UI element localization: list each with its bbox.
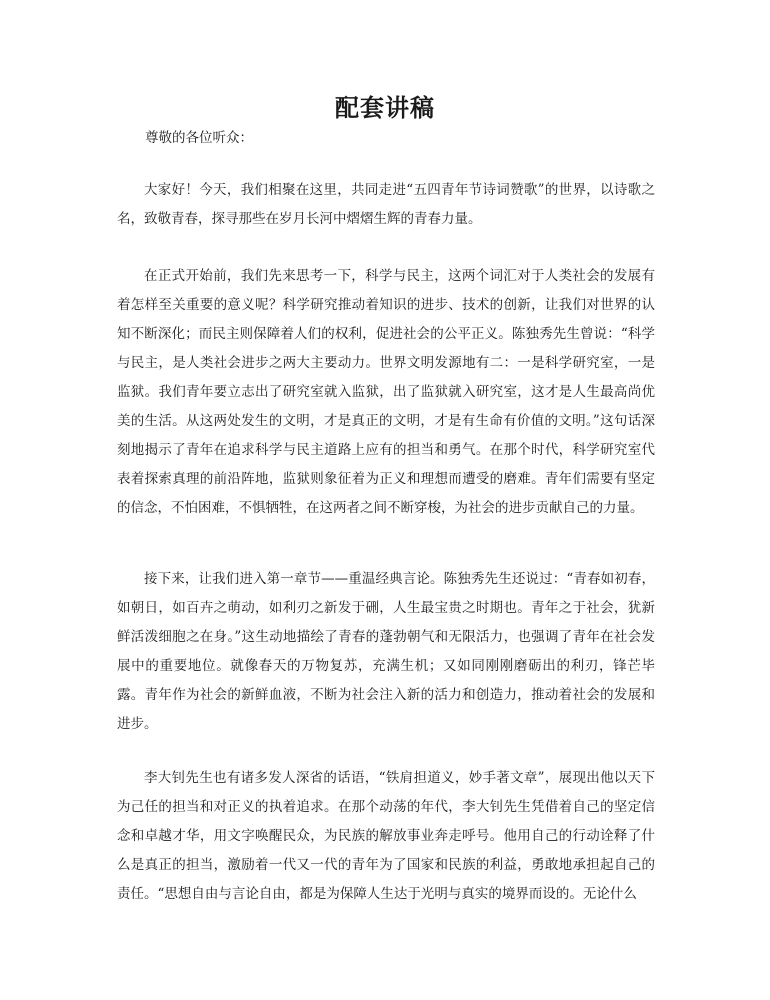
paragraph-greeting: 大家好！今天，我们相聚在这里，共同走进“五四青年节诗词赞歌”的世界，以诗歌之名，致敬青春，探寻那些在岁月长河中熠熠生辉的青春力量。 [117,182,655,227]
salutation: 尊敬的各位听众： [145,130,253,146]
document-title: 配套讲稿 [335,93,435,122]
paragraph-science-democracy: 在正式开始前，我们先来思考一下，科学与民主，这两个词汇对于人类社会的发展有着怎样至关重要的意义呢？科学研究推动着知识的进步、技术的创新，让我们对世界的认知不断深化；而民主则保障着人们的权利，促进社会的公平正义。陈独秀先生曾说：“科学与民主，是人类社会进步之两大主要动力。世界文明发源地有二：一是科学研究室，一是监狱。我们青年要立志出了研究室就入监狱，出了监狱就入研究室，这才是人生最高尚优美的生活。从这两处发生的文明，才是真正的文明，才是有生命有价值的文明。”这句话深刻地揭示了青年在追求科学与民主道路上应有的担当和勇气。在那个时代，科学研究室代表着探索真理的前沿阵地，监狱则象征着为正义和理想而遭受的磨难。青年们需要有坚定的信念，不怕困难，不惧牺牲，在这两者之间不断穿梭，为社会的进步贡献自己的力量。 [117,268,655,516]
paragraph-chapter-one: 接下来，让我们进入第一章节——重温经典言论。陈独秀先生还说过：“青春如初春，如朝日，如百卉之萌动，如利刃之新发于硎，人生最宝贵之时期也。青年之于社会，犹新鲜活泼细胞之在身。”这生动地描绘了青春的蓬勃朝气和无限活力，也强调了青年在社会发展中的重要地位。就像春天的万物复苏，充满生机；又如同刚刚磨砺出的利刃，锋芒毕露。青年作为社会的新鲜血液，不断为社会注入新的活力和创造力，推动着社会的发展和进步。 [117,571,655,732]
paragraph-li-dazhao: 李大钊先生也有诸多发人深省的话语，“铁肩担道义，妙手著文章”，展现出他以天下为己任的担当和对正义的执着追求。在那个动荡的年代，李大钊先生凭借着自己的坚定信念和卓越才华，用文字唤醒民众，为民族的解放事业奔走呼号。他用自己的行动诠释了什么是真正的担当，激励着一代又一代的青年为了国家和民族的利益，勇敢地承担起自己的责任。“思想自由与言论自由，都是为保障人生达于光明与真实的境界而设的。无论什么 [117,770,655,902]
